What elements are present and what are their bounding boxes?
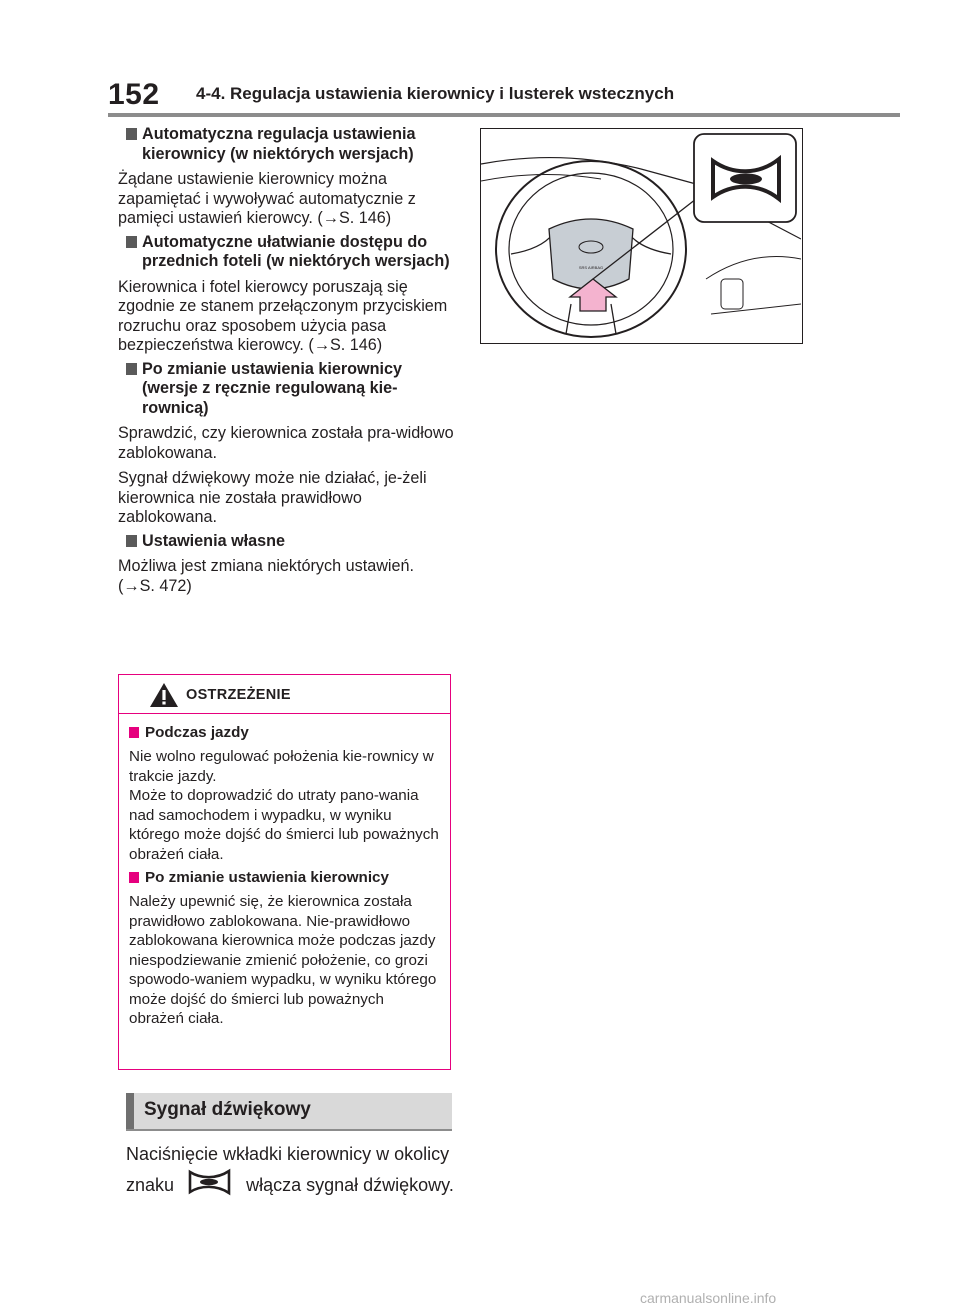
heading-text: Ustawienia własne: [142, 531, 286, 550]
header-rule: [108, 113, 900, 117]
bullet-square: [126, 363, 137, 375]
bullet-square: [126, 236, 137, 248]
warning-paragraph: Nie wolno regulować położenia kie-rownicy w trakcie jazdy. Może to doprowadzić do utraty pano-wania nad samochodem i wypadku, w wyniku którego może dojść do śmierci lub poważnych obrażeń ciała.: [129, 748, 439, 863]
paragraph: Żądane ustawienie kierownicy można zapamiętać i wywoływać automatycznie z pamięci ustawień kierowcy. (→S. 146): [118, 170, 416, 227]
heading-after-adjustment: [118, 360, 454, 419]
warning-heading: [129, 868, 440, 887]
heading-text: Podczas jazdy: [145, 724, 249, 741]
warning-triangle-icon: [149, 682, 179, 713]
heading-custom-settings: [118, 532, 454, 552]
bullet-square: [126, 128, 137, 140]
heading-text: Po zmianie ustawienia kierownicy: [145, 869, 389, 886]
heading-text: Automatyczna regulacja ustawienia kierownicy (w niektórych wersjach): [142, 125, 416, 163]
warning-box: [118, 674, 451, 1070]
warning-body: [119, 714, 450, 1029]
section-header: [126, 1093, 452, 1131]
footer-watermark: carmanualsonline.info: [640, 1290, 777, 1306]
section-title: Sygnał dźwiękowy: [144, 1099, 311, 1120]
heading-text: Automatyczne ułatwianie dostępu do przednich foteli (w niektórych wersjach): [142, 232, 450, 270]
bullet-square: [129, 727, 139, 738]
horn-paragraph: [126, 1140, 466, 1204]
bullet-square: [129, 872, 139, 883]
heading-auto-steering-adjustment: [118, 125, 454, 164]
warning-title: OSTRZEŻENIE: [186, 687, 291, 703]
paragraph: Kierownica i fotel kierowcy poruszają się zgodnie ze stanem przełączonym przyciskiem rozruchu oraz sposobem użycia pasa bezpieczeństwa kierowcy. (→S. 146): [118, 277, 448, 354]
heading-easy-access: [118, 233, 454, 272]
left-column: [118, 122, 454, 600]
horn-text-after: włącza sygnał dźwiękowy.: [246, 1174, 454, 1195]
paragraph: Sprawdzić, czy kierownica została pra-widłowo zablokowana.: [118, 424, 454, 462]
steering-wheel-illustration: [480, 128, 803, 344]
page-header-title: 4-4. Regulacja ustawienia kierownicy i lusterek wstecznych: [196, 84, 675, 103]
paragraph: Sygnał dźwiękowy może nie działać, je-żeli kierownica nie została prawidłowo zablokowana.: [118, 469, 427, 526]
page-number: 152: [108, 78, 160, 111]
section-bar: [126, 1093, 134, 1129]
horn-icon: [187, 1168, 233, 1204]
heading-text: Po zmianie ustawienia kierownicy (wersje z ręcznie regulowaną kie-rownicą): [142, 359, 402, 417]
paragraph: Możliwa jest zmiana niektórych ustawień. (→S. 472): [118, 557, 414, 595]
bullet-square: [126, 535, 137, 547]
airbag-label: SRS AIRBAG: [578, 265, 604, 270]
warning-paragraph: Należy upewnić się, że kierownica została prawidłowo zablokowana. Nie-prawidłowo zablokowana kierownica może podczas jazdy niespodziewanie zmienić położenie, co grozi spowodo-waniem wypadku, w wyniku którego może dojść do śmierci lub poważnych obrażeń ciała.: [129, 893, 437, 1027]
warning-header: [119, 675, 450, 714]
warning-heading: [129, 723, 440, 742]
horn-text-before: Naciśnięcie wkładki kierownicy w okolicy znaku: [126, 1144, 450, 1195]
